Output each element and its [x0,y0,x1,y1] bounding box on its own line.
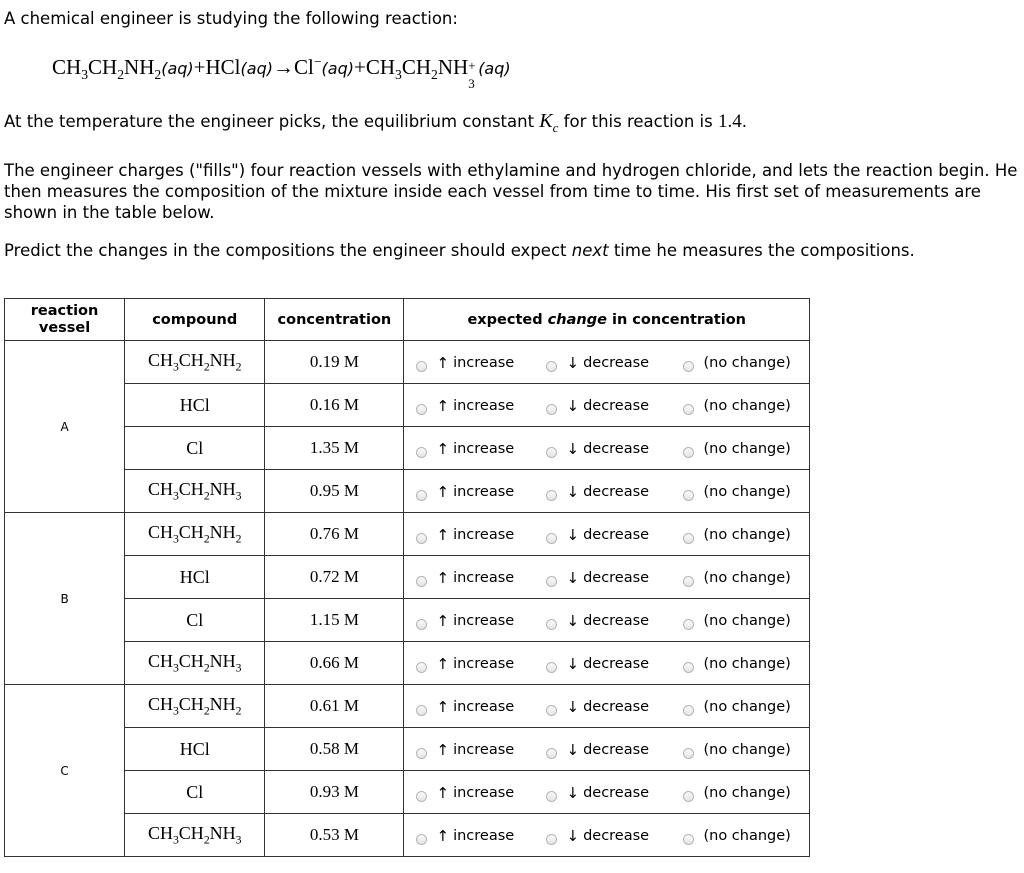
down-arrow-icon: ↓ [566,439,580,458]
compound-formula: Cl [186,781,204,802]
concentration-cell: 0.72 M [265,556,404,599]
down-arrow-icon: ↓ [566,783,580,802]
option-no-change[interactable] [683,568,790,587]
option-no-change[interactable] [683,654,790,673]
change-choices [404,427,810,470]
increase-label: increase [453,741,515,758]
up-arrow-icon: ↑ [436,654,450,673]
radio-increase[interactable] [416,662,427,673]
radio-increase[interactable] [416,705,427,716]
concentration-cell: 0.95 M [265,470,404,513]
change-choices [404,685,810,728]
header-vessel: reaction vessel [5,299,125,341]
table-row [5,599,810,642]
compound-cell [125,556,265,599]
radio-no-change[interactable] [683,705,694,716]
radio-decrease[interactable] [546,533,557,544]
change-choices [404,384,810,427]
up-arrow-icon: ↑ [436,353,450,372]
no-change-label: (no change) [703,526,791,543]
decrease-label: decrease [583,698,650,715]
compound-cell [125,599,265,642]
up-arrow-icon: ↑ [436,568,450,587]
kc-symbol: $K_c$ [539,110,559,135]
product-ethylammonium: $CH_3CH_2NH$ + 3 [365,55,476,91]
change-choices [404,470,810,513]
no-change-label: (no change) [703,354,791,371]
compound-cell [125,513,265,556]
option-decrease[interactable] [546,439,649,458]
compound-cell [125,685,265,728]
table-row [5,341,810,384]
down-arrow-icon: ↓ [566,654,580,673]
reaction-equation: $CH_3CH_2NH_2(aq)+HCl(aq)\to Cl^-(aq)+CH_3CH_2NH$ + 3 (aq) [52,54,511,91]
increase-label: increase [453,397,515,414]
product-chloride: Cl− [293,54,322,79]
radio-increase[interactable] [416,748,427,759]
increase-label: increase [453,483,515,500]
table-row [5,470,810,513]
option-increase[interactable] [416,525,514,544]
table-row [5,771,810,814]
up-arrow-icon: ↑ [436,611,450,630]
option-decrease[interactable] [546,353,649,372]
compound-formula: $CH_3CH_2NH_3$ [147,823,242,847]
up-arrow-icon: ↑ [436,525,450,544]
measurements-table [4,298,810,857]
concentration-cell: 0.66 M [265,642,404,685]
compound-formula: HCl [179,566,210,587]
compound-cell [125,814,265,857]
option-increase[interactable] [416,654,514,673]
decrease-label: decrease [583,483,650,500]
option-no-change[interactable] [683,826,790,845]
down-arrow-icon: ↓ [566,740,580,759]
radio-no-change[interactable] [683,748,694,759]
decrease-label: decrease [583,569,650,586]
increase-label: increase [453,655,515,672]
table-row [5,556,810,599]
intro-text: A chemical engineer is studying the following reaction: [4,9,458,28]
radio-decrease[interactable] [546,705,557,716]
option-no-change[interactable] [683,740,790,759]
option-increase[interactable] [416,439,514,458]
radio-increase[interactable] [416,533,427,544]
down-arrow-icon: ↓ [566,353,580,372]
radio-no-change[interactable] [683,361,694,372]
table-row [5,642,810,685]
option-no-change[interactable] [683,353,790,372]
option-decrease[interactable] [546,611,649,630]
concentration-cell: 0.61 M [265,685,404,728]
reaction-arrow: → [272,55,294,79]
compound-formula: HCl [179,394,210,415]
option-decrease[interactable] [546,740,649,759]
radio-increase[interactable] [416,361,427,372]
option-increase[interactable] [416,353,514,372]
radio-no-change[interactable] [683,576,694,587]
radio-decrease[interactable] [546,576,557,587]
compound-cell [125,771,265,814]
change-choices [404,341,810,384]
concentration-cell: 0.76 M [265,513,404,556]
change-choices [404,642,810,685]
decrease-label: decrease [583,655,650,672]
option-decrease[interactable] [546,826,649,845]
table-row [5,384,810,427]
concentration-cell: 1.15 M [265,599,404,642]
radio-increase[interactable] [416,490,427,501]
down-arrow-icon: ↓ [566,525,580,544]
decrease-label: decrease [583,526,650,543]
radio-decrease[interactable] [546,834,557,845]
concentration-cell: 0.16 M [265,384,404,427]
reactant-ethylamine: $CH_3CH_2NH_2$ [52,55,162,83]
decrease-label: decrease [583,827,650,844]
radio-increase[interactable] [416,447,427,458]
compound-formula: HCl [179,738,210,759]
option-increase[interactable] [416,783,514,802]
concentration-cell: 1.35 M [265,427,404,470]
table-row [5,427,810,470]
increase-label: increase [453,827,515,844]
option-increase[interactable] [416,611,514,630]
radio-increase[interactable] [416,404,427,415]
compound-formula: Cl [186,609,204,630]
change-choices [404,728,810,771]
no-change-label: (no change) [703,698,791,715]
increase-label: increase [453,354,515,371]
option-no-change[interactable] [683,525,790,544]
concentration-cell: 0.58 M [265,728,404,771]
option-no-change[interactable] [683,439,790,458]
option-increase[interactable] [416,568,514,587]
up-arrow-icon: ↑ [436,697,450,716]
option-decrease[interactable] [546,654,649,673]
compound-cell [125,384,265,427]
option-increase[interactable] [416,826,514,845]
radio-no-change[interactable] [683,662,694,673]
compound-cell [125,470,265,513]
table-row [5,728,810,771]
option-no-change[interactable] [683,482,790,501]
radio-decrease[interactable] [546,791,557,802]
concentration-cell: 0.19 M [265,341,404,384]
change-choices [404,556,810,599]
radio-increase[interactable] [416,791,427,802]
option-decrease[interactable] [546,482,649,501]
radio-increase[interactable] [416,834,427,845]
setup-paragraph: The engineer charges ("fills") four reaction vessels with ethylamine and hydrogen chloride, and lets the reaction begin. He then measures the composition of the mixture inside each vessel from time to time. His first set of measurements are shown in the table below. [4,161,1018,222]
radio-no-change[interactable] [683,490,694,501]
decrease-label: decrease [583,612,650,629]
up-arrow-icon: ↑ [436,783,450,802]
compound-formula: $CH_3CH_2NH_3$ [147,651,242,675]
option-no-change[interactable] [683,697,790,716]
no-change-label: (no change) [703,440,791,457]
radio-decrease[interactable] [546,490,557,501]
radio-decrease[interactable] [546,404,557,415]
radio-increase[interactable] [416,576,427,587]
kc-sentence: At the temperature the engineer picks, the equilibrium constant $K_c$ for this reaction is 1.4. [4,110,747,135]
option-increase[interactable] [416,740,514,759]
reactant-hcl: HCl [205,55,241,79]
decrease-label: decrease [583,784,650,801]
option-increase[interactable] [416,697,514,716]
option-decrease[interactable] [546,697,649,716]
increase-label: increase [453,440,515,457]
option-no-change[interactable] [683,783,790,802]
compound-formula: $CH_3CH_2NH_2$ [147,522,242,546]
option-decrease[interactable] [546,568,649,587]
concentration-cell: 0.93 M [265,771,404,814]
down-arrow-icon: ↓ [566,826,580,845]
increase-label: increase [453,698,515,715]
compound-cell [125,728,265,771]
table-row [5,513,810,556]
header-concentration: concentration [265,299,404,341]
radio-no-change[interactable] [683,404,694,415]
down-arrow-icon: ↓ [566,482,580,501]
increase-label: increase [453,569,515,586]
radio-decrease[interactable] [546,619,557,630]
radio-no-change[interactable] [683,834,694,845]
option-decrease[interactable] [546,525,649,544]
no-change-label: (no change) [703,483,791,500]
option-decrease[interactable] [546,783,649,802]
increase-label: increase [453,784,515,801]
increase-label: increase [453,612,515,629]
option-no-change[interactable] [683,396,790,415]
compound-cell [125,341,265,384]
radio-no-change[interactable] [683,619,694,630]
table-header-row [5,299,810,341]
compound-formula: $CH_3CH_2NH_2$ [147,350,242,374]
down-arrow-icon: ↓ [566,568,580,587]
no-change-label: (no change) [703,784,791,801]
radio-decrease[interactable] [546,662,557,673]
option-no-change[interactable] [683,611,790,630]
concentration-cell: 0.53 M [265,814,404,857]
up-arrow-icon: ↑ [436,740,450,759]
header-compound: compound [125,299,265,341]
no-change-label: (no change) [703,741,791,758]
up-arrow-icon: ↑ [436,482,450,501]
radio-increase[interactable] [416,619,427,630]
no-change-label: (no change) [703,569,791,586]
change-choices [404,513,810,556]
no-change-label: (no change) [703,655,791,672]
predict-instruction: Predict the changes in the compositions the engineer should expect next time he measures the compositions. [4,241,915,260]
down-arrow-icon: ↓ [566,396,580,415]
decrease-label: decrease [583,741,650,758]
kc-value: 1.4 [717,111,742,132]
change-choices [404,814,810,857]
no-change-label: (no change) [703,827,791,844]
no-change-label: (no change) [703,397,791,414]
compound-cell [125,427,265,470]
compound-cell [125,642,265,685]
radio-decrease[interactable] [546,748,557,759]
option-decrease[interactable] [546,396,649,415]
radio-no-change[interactable] [683,791,694,802]
compound-formula: $CH_3CH_2NH_2$ [147,694,242,718]
change-choices [404,599,810,642]
vessel-label: A [5,341,125,513]
decrease-label: decrease [583,397,650,414]
radio-no-change[interactable] [683,447,694,458]
header-expected-change: expected change in concentration [404,299,810,341]
up-arrow-icon: ↑ [436,826,450,845]
option-increase[interactable] [416,482,514,501]
up-arrow-icon: ↑ [436,439,450,458]
table-row [5,685,810,728]
option-increase[interactable] [416,396,514,415]
radio-decrease[interactable] [546,361,557,372]
radio-decrease[interactable] [546,447,557,458]
compound-formula: $CH_3CH_2NH_3$ [147,479,242,503]
decrease-label: decrease [583,440,650,457]
vessel-label: C [5,685,125,857]
increase-label: increase [453,526,515,543]
down-arrow-icon: ↓ [566,611,580,630]
no-change-label: (no change) [703,612,791,629]
table-row [5,814,810,857]
down-arrow-icon: ↓ [566,697,580,716]
radio-no-change[interactable] [683,533,694,544]
change-choices [404,771,810,814]
compound-formula: Cl [186,437,204,458]
up-arrow-icon: ↑ [436,396,450,415]
decrease-label: decrease [583,354,650,371]
vessel-label: B [5,513,125,685]
